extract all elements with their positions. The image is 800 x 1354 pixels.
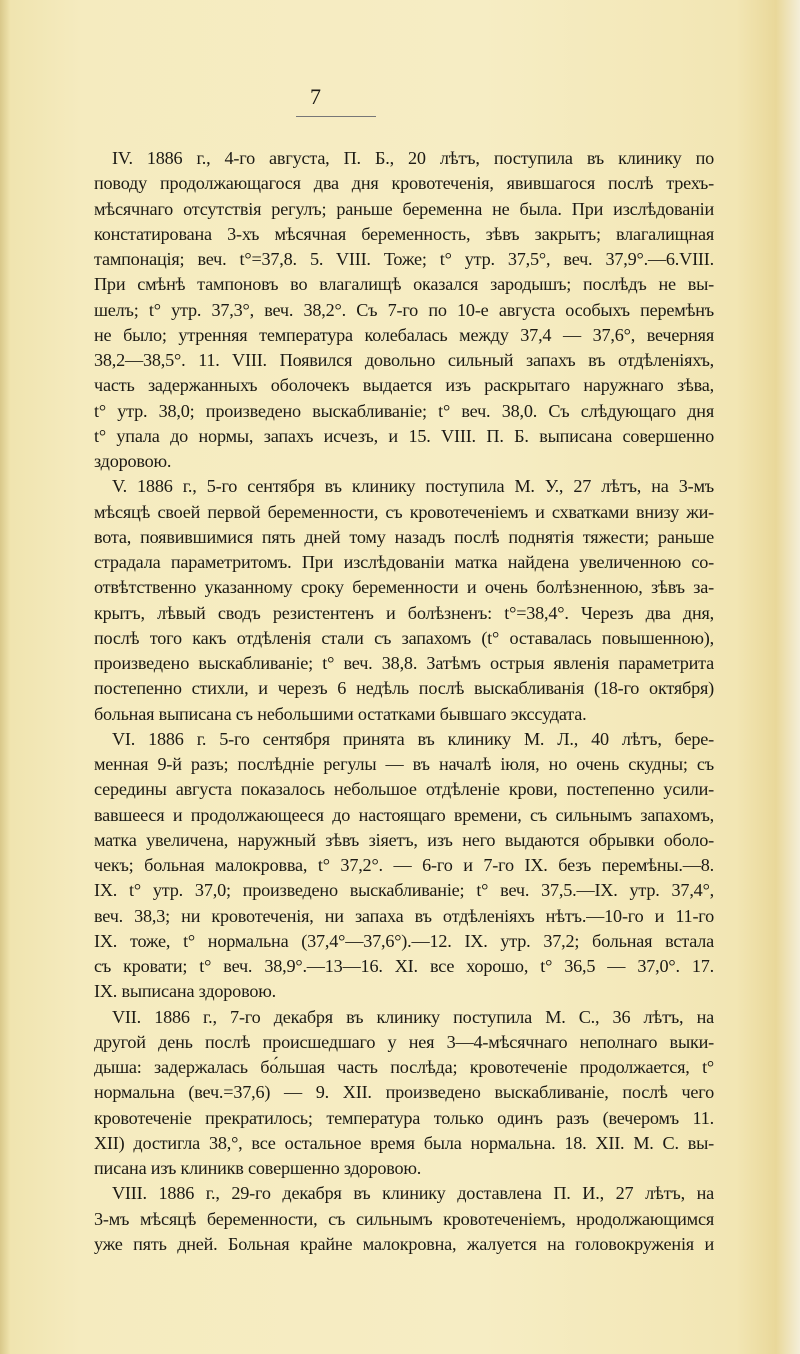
text-line: уже пять дней. Больная крайне малокровна, жалуется на головокруженія и: [94, 1233, 714, 1254]
paragraph-first-line: VIII. 1886 г., 29-го декабря въ клинику доставлена П. И., 27 лѣтъ, на: [112, 1183, 714, 1204]
body-text: [94, 146, 714, 1257]
text-line: кровотеченіе прекратилось; температура только одинъ разъ (вечеромъ 11.: [94, 1107, 714, 1128]
text-line: произведено выскабливаніе; t° веч. 38,8. Затѣмъ острыя явленія параметрита: [94, 653, 714, 673]
text-line: IX. тоже, t° нормальна (37,4°—37,6°).—12. IX. утр. 37,2; больная встала: [94, 930, 714, 951]
text-line: съ кровати; t° веч. 38,9°.—13—16. XI. все хорошо, t° 36,5 — 37,0°. 17.: [94, 956, 714, 976]
text-line: постепенно стихли, и черезъ 6 недѣль послѣ выскабливанія (18-го октября): [94, 678, 714, 699]
text-line: больная выписана съ небольшими остатками бывшаго экссудата.: [94, 703, 587, 724]
text-line: мѣсяцѣ своей первой беременности, съ кровотеченіемъ и схватками внизу жи-: [94, 501, 714, 522]
header-rule: [296, 116, 376, 117]
text-line: шелъ; t° утр. 37,3°, веч. 38,2°. Съ 7-го по 10-е августа особыхъ перемѣнъ: [94, 299, 714, 320]
text-line: страдала параметритомъ. При изслѣдованіи матка найдена увеличенною со-: [94, 552, 714, 572]
text-line: крытъ, лѣвый сводъ резистентенъ и болѣзненъ: t°=38,4°. Черезъ два дня,: [94, 602, 714, 623]
text-line: тампонація; веч. t°=37,8. 5. VIII. Тоже; t° утр. 37,5°, веч. 37,9°.—6.VIII.: [94, 249, 714, 269]
text-line: t° упала до нормы, запахъ исчезъ, и 15. VIII. П. Б. выписана совершенно: [94, 425, 714, 446]
text-line: здоровою.: [94, 451, 172, 471]
text-line: 3-мъ мѣсяцѣ беременности, съ сильнымъ кровотеченіемъ, нродолжающимся: [94, 1208, 714, 1229]
text-line: часть задержанныхъ оболочекъ выдается изъ раскрытаго наружнаго зѣва,: [94, 375, 714, 396]
text-line: отвѣтственно указанному сроку беременности и очень болѣзненною, зѣвъ за-: [94, 577, 714, 598]
text-line: констатирована 3-хъ мѣсячная беременность, зѣвъ закрытъ; влагалищная: [94, 223, 714, 244]
text-line: IX. выписана здоровою.: [94, 981, 276, 1002]
text-line: дыша: задержалась бо́льшая часть послѣда; кровотеченіе продолжается, t°: [94, 1057, 714, 1077]
text-line: другой день послѣ происшедшаго у нея 3—4-мѣсячнаго неполнаго выки-: [94, 1031, 714, 1052]
text-line: менная 9-й разъ; послѣдніе регулы — въ началѣ іюля, но очень скудны; съ: [94, 754, 714, 774]
paragraph-first-line: VI. 1886 г. 5-го сентября принята въ клинику М. Л., 40 лѣтъ, бере-: [112, 728, 714, 749]
text-line: чекъ; больная малокровва, t° 37,2°. — 6-го и 7-го IX. безъ перемѣны.—8.: [94, 855, 714, 875]
text-line: не было; утренняя температура колебалась между 37,4 — 37,6°, вечерняя: [94, 324, 714, 345]
text-line: вота, появившимися пять дней тому назадъ послѣ поднятія тяжести; раньше: [94, 526, 714, 547]
text-line: матка увеличена, наружный зѣвъ зіяетъ, изъ него выдаются обрывки оболо-: [94, 829, 714, 850]
text-line: IX. t° утр. 37,0; произведено выскабливаніе; t° веч. 37,5.—IX. утр. 37,4°,: [94, 880, 714, 901]
text-line: t° утр. 38,0; произведено выскабливаніе; t° веч. 38,0. Съ слѣдующаго дня: [94, 400, 714, 421]
text-line: середины августа показалось небольшое отдѣленіе крови, постепенно усили-: [94, 779, 714, 800]
text-line: нормальна (веч.=37,6) — 9. XII. произведено выскабливаніе, послѣ чего: [94, 1082, 714, 1103]
paragraph-first-line: V. 1886 г., 5-го сентября въ клинику поступила М. У., 27 лѣтъ, на 3-мъ: [112, 476, 714, 497]
paragraph-first-line: IV. 1886 г., 4-го августа, П. Б., 20 лѣтъ, поступила въ клинику по: [112, 148, 714, 168]
text-line: вавшееся и продолжающееся до настоящаго времени, съ сильнымъ запахомъ,: [94, 804, 714, 825]
text-line: веч. 38,3; ни кровотеченія, ни запаха въ отдѣленіяхъ нѣтъ.—10-го и 11-го: [94, 905, 714, 926]
text-line: послѣ того какъ отдѣленія стали съ запахомъ (t° оставалась повышенною),: [94, 627, 714, 648]
page-number: 7: [310, 84, 321, 109]
text-line: 38,2—38,5°. 11. VIII. Появился довольно сильный запахъ въ отдѣленіяхъ,: [94, 350, 714, 370]
paragraph-first-line: VII. 1886 г., 7-го декабря въ клинику поступила М. С., 36 лѣтъ, на: [112, 1006, 714, 1027]
text-line: поводу продолжающагося два дня кровотеченія, явившагося послѣ трехъ-: [94, 173, 714, 194]
page-edge: [0, 0, 10, 1354]
text-line: При смѣнѣ тампоновъ во влагалищѣ оказался зародышъ; послѣдъ не вы-: [94, 274, 714, 295]
text-line: мѣсячнаго отсутствія регулъ; раньше беременна не была. При изслѣдованіи: [94, 198, 714, 219]
text-line: писана изъ клиникв совершенно здоровою.: [94, 1158, 422, 1178]
text-line: XII) достигла 38,°, все остальное время была нормальна. 18. XII. М. С. вы-: [94, 1132, 714, 1153]
